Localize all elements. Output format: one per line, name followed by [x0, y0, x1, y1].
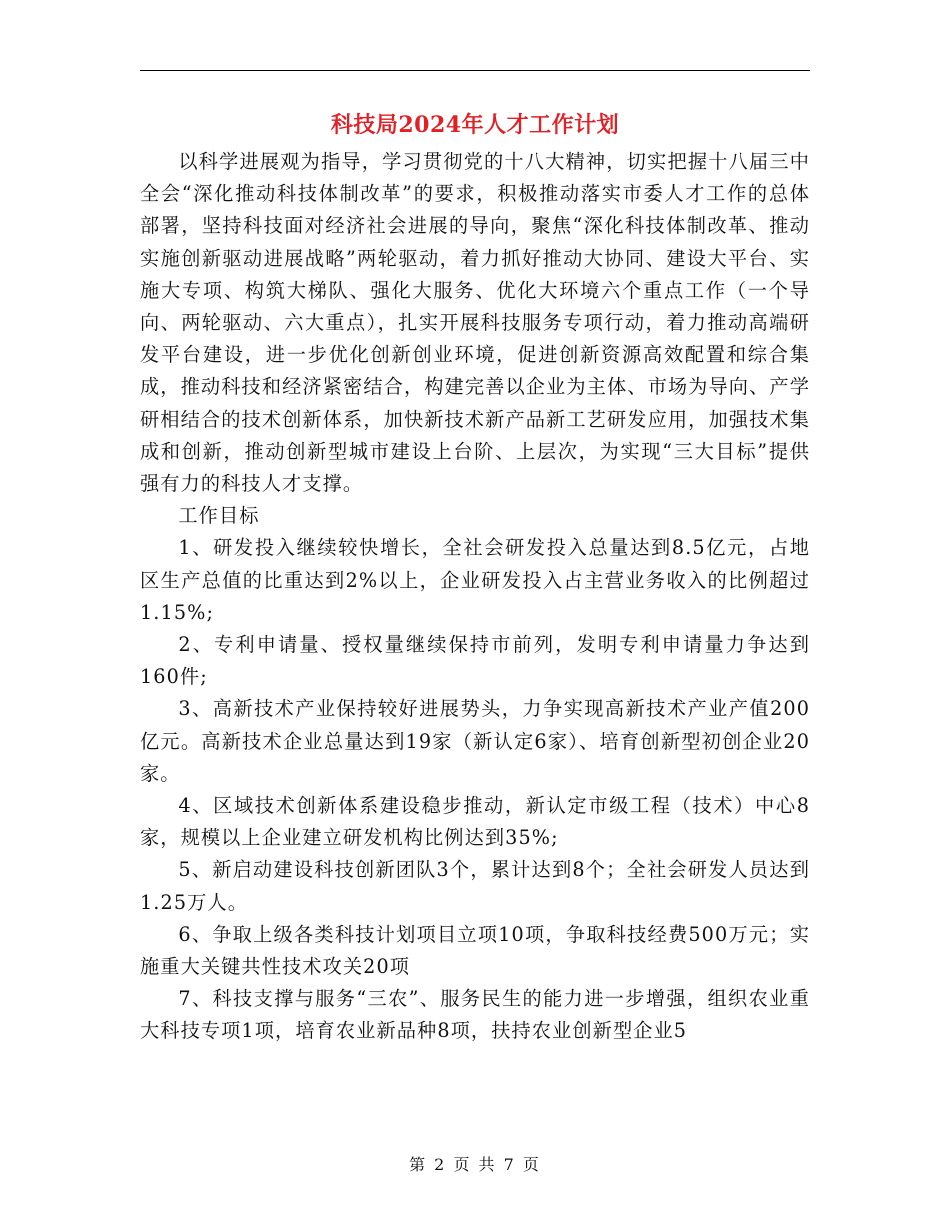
goal-item-2: 2、专利申请量、授权量继续保持市前列，发明专利申请量力争达到160件; [140, 633, 810, 689]
header-rule [140, 70, 810, 71]
document-title: 科技局2024年人才工作计划 [330, 112, 620, 138]
goal-item-3: 3、高新技术产业保持较好进展势头，力争实现高新技术产业产值200亿元。高新技术企业总量达到19家（新认定6家）、培育创新型初创企业20家。 [140, 697, 810, 785]
page-number-footer: 第 2 页 共 7 页 [409, 1155, 541, 1174]
section-heading-goals: 工作目标 [178, 504, 260, 528]
goal-item-5: 5、新启动建设科技创新团队3个，累计达到8个；全社会研发人员达到1.25万人。 [140, 858, 810, 914]
goal-item-1: 1、研发投入继续较快增长，全社会研发投入总量达到8.5亿元，占地区生产总值的比重达到2%以上，企业研发投入占主营业务收入的比例超过1.15%; [140, 536, 810, 624]
goal-item-7: 7、科技支撑与服务“三农”、服务民生的能力进一步增强，组织农业重大科技专项1项，培育农业新品种8项，扶持农业创新型企业5 [140, 987, 810, 1043]
intro-paragraph: 以科学进展观为指导，学习贯彻党的十八大精神，切实把握十八届三中全会“深化推动科技体制改革”的要求，积极推动落实市委人才工作的总体部署，坚持科技面对经济社会进展的导向，聚焦“深化科技体制改革、推动实施创新驱动进展战略”两轮驱动，着力抓好推动大协同、建设大平台、实施大专项、构筑大梯队、强化大服务、优化大环境六个重点工作（一个导向、两轮驱动、六大重点），扎实开展科技服务专项行动，着力推动高端研发平台建设，进一步优化创新创业环境，促进创新资源高效配置和综合集成，推动科技和经济紧密结合，构建完善以企业为主体、市场为导向、产学研相结合的技术创新体系，加快新技术新产品新工艺研发应用，加强技术集成和创新，推动创新型城市建设上台阶、上层次，为实现“三大目标”提供强有力的科技人才支撑。 [140, 150, 810, 496]
document-body [140, 146, 810, 1048]
goal-item-4: 4、区域技术创新体系建设稳步推动，新认定市级工程（技术）中心8家，规模以上企业建立研发机构比例达到35%; [140, 794, 810, 850]
goal-item-6: 6、争取上级各类科技计划项目立项10项，争取科技经费500万元；实施重大关键共性技术攻关20项 [140, 922, 810, 979]
